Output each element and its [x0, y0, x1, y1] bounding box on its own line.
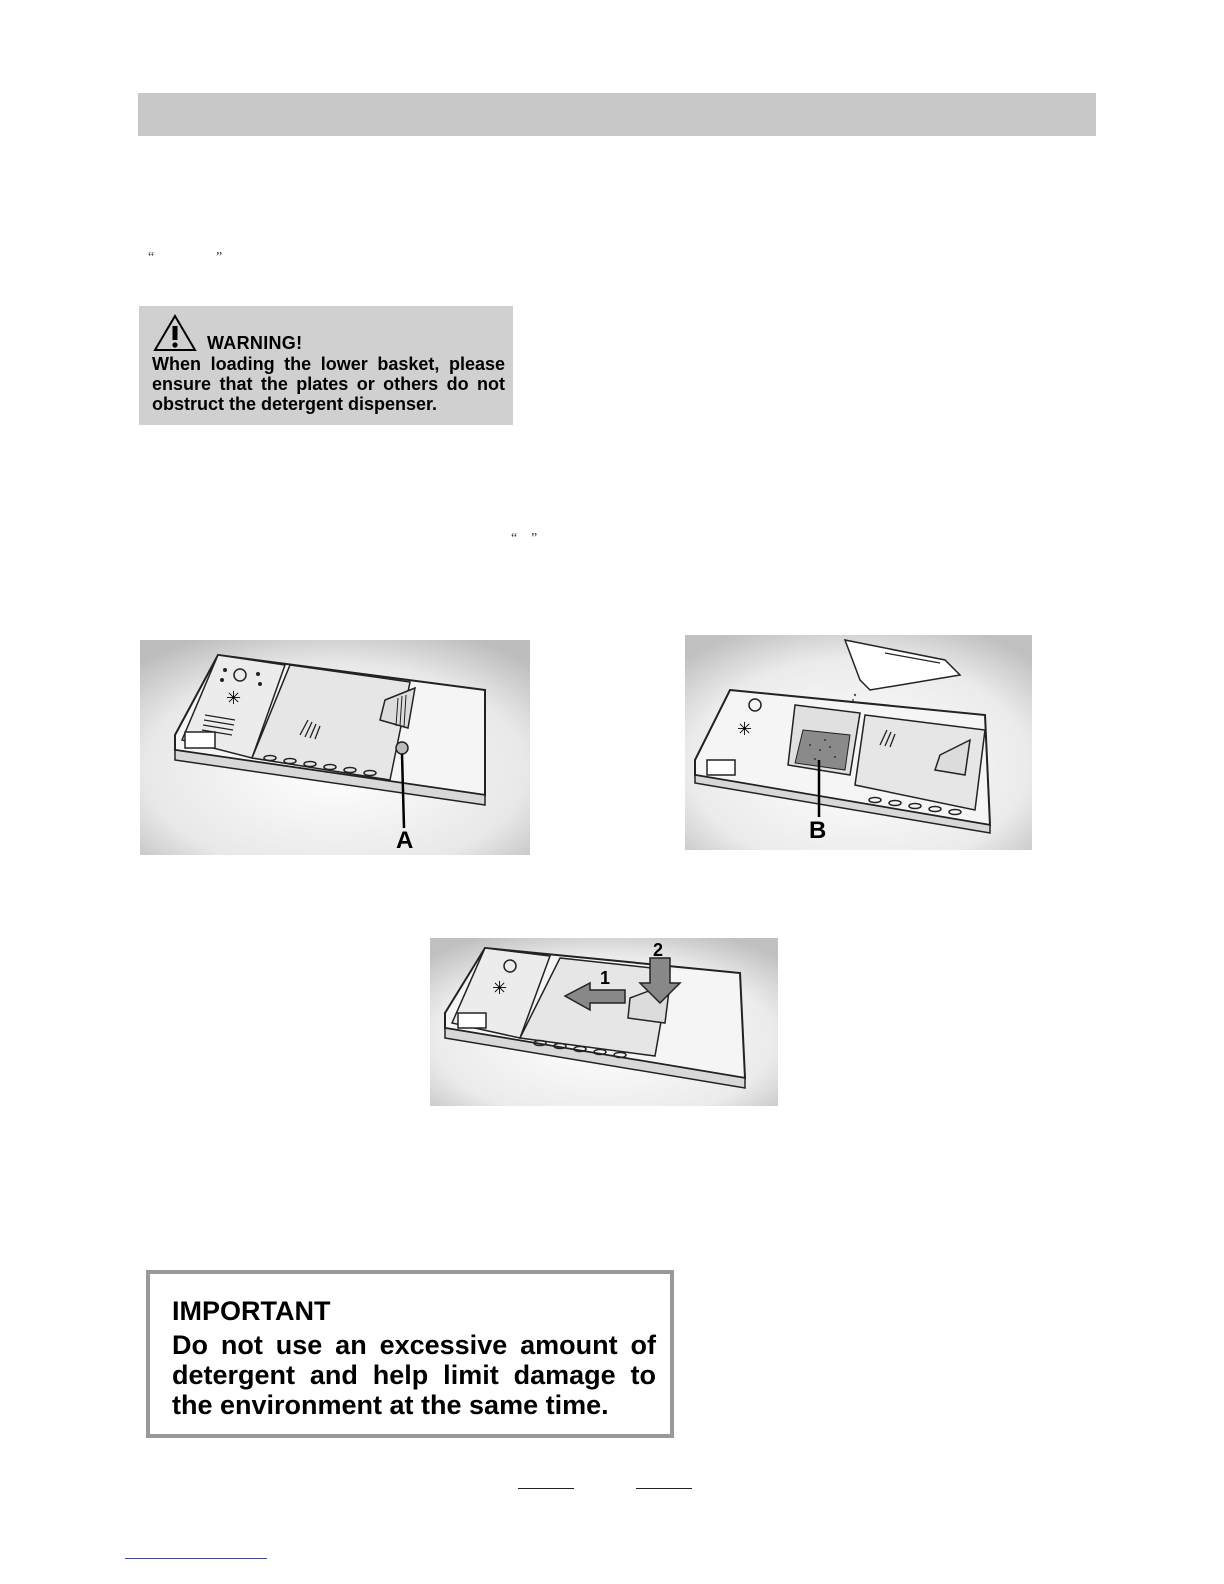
- svg-text:✳: ✳: [737, 719, 753, 740]
- svg-text:✳: ✳: [492, 978, 508, 999]
- svg-text:✳: ✳: [226, 688, 242, 709]
- dispenser-figure-close: [430, 938, 778, 1106]
- label-b: B: [809, 817, 827, 844]
- warning-text: When loading the lower basket, please ensure that the plates or others do not obstruct the detergent dispenser.: [152, 354, 505, 414]
- dispenser-figure-b: [685, 635, 1032, 850]
- label-a: A: [396, 827, 414, 854]
- important-text: Do not use an excessive amount of detergent and help limit damage to the environment at the same time.: [172, 1330, 656, 1420]
- section-header-bar: [138, 93, 1096, 136]
- quote-close-2: ”: [531, 531, 538, 546]
- quote-close: ”: [216, 250, 223, 265]
- quote-open-2: “: [511, 531, 518, 546]
- important-title: IMPORTANT: [172, 1296, 331, 1326]
- footer-link-underline[interactable]: [125, 1558, 267, 1559]
- warning-title: WARNING!: [207, 333, 303, 353]
- important-box: [146, 1270, 674, 1438]
- warning-triangle-icon: [153, 314, 197, 352]
- warning-box: [139, 306, 513, 425]
- step-1-label: 1: [600, 968, 611, 988]
- dispenser-figure-a: [140, 640, 530, 855]
- underline-mark-left: [518, 1488, 574, 1489]
- quote-open: “: [148, 250, 155, 265]
- underline-mark-right: [636, 1488, 692, 1489]
- step-2-label: 2: [653, 940, 664, 960]
